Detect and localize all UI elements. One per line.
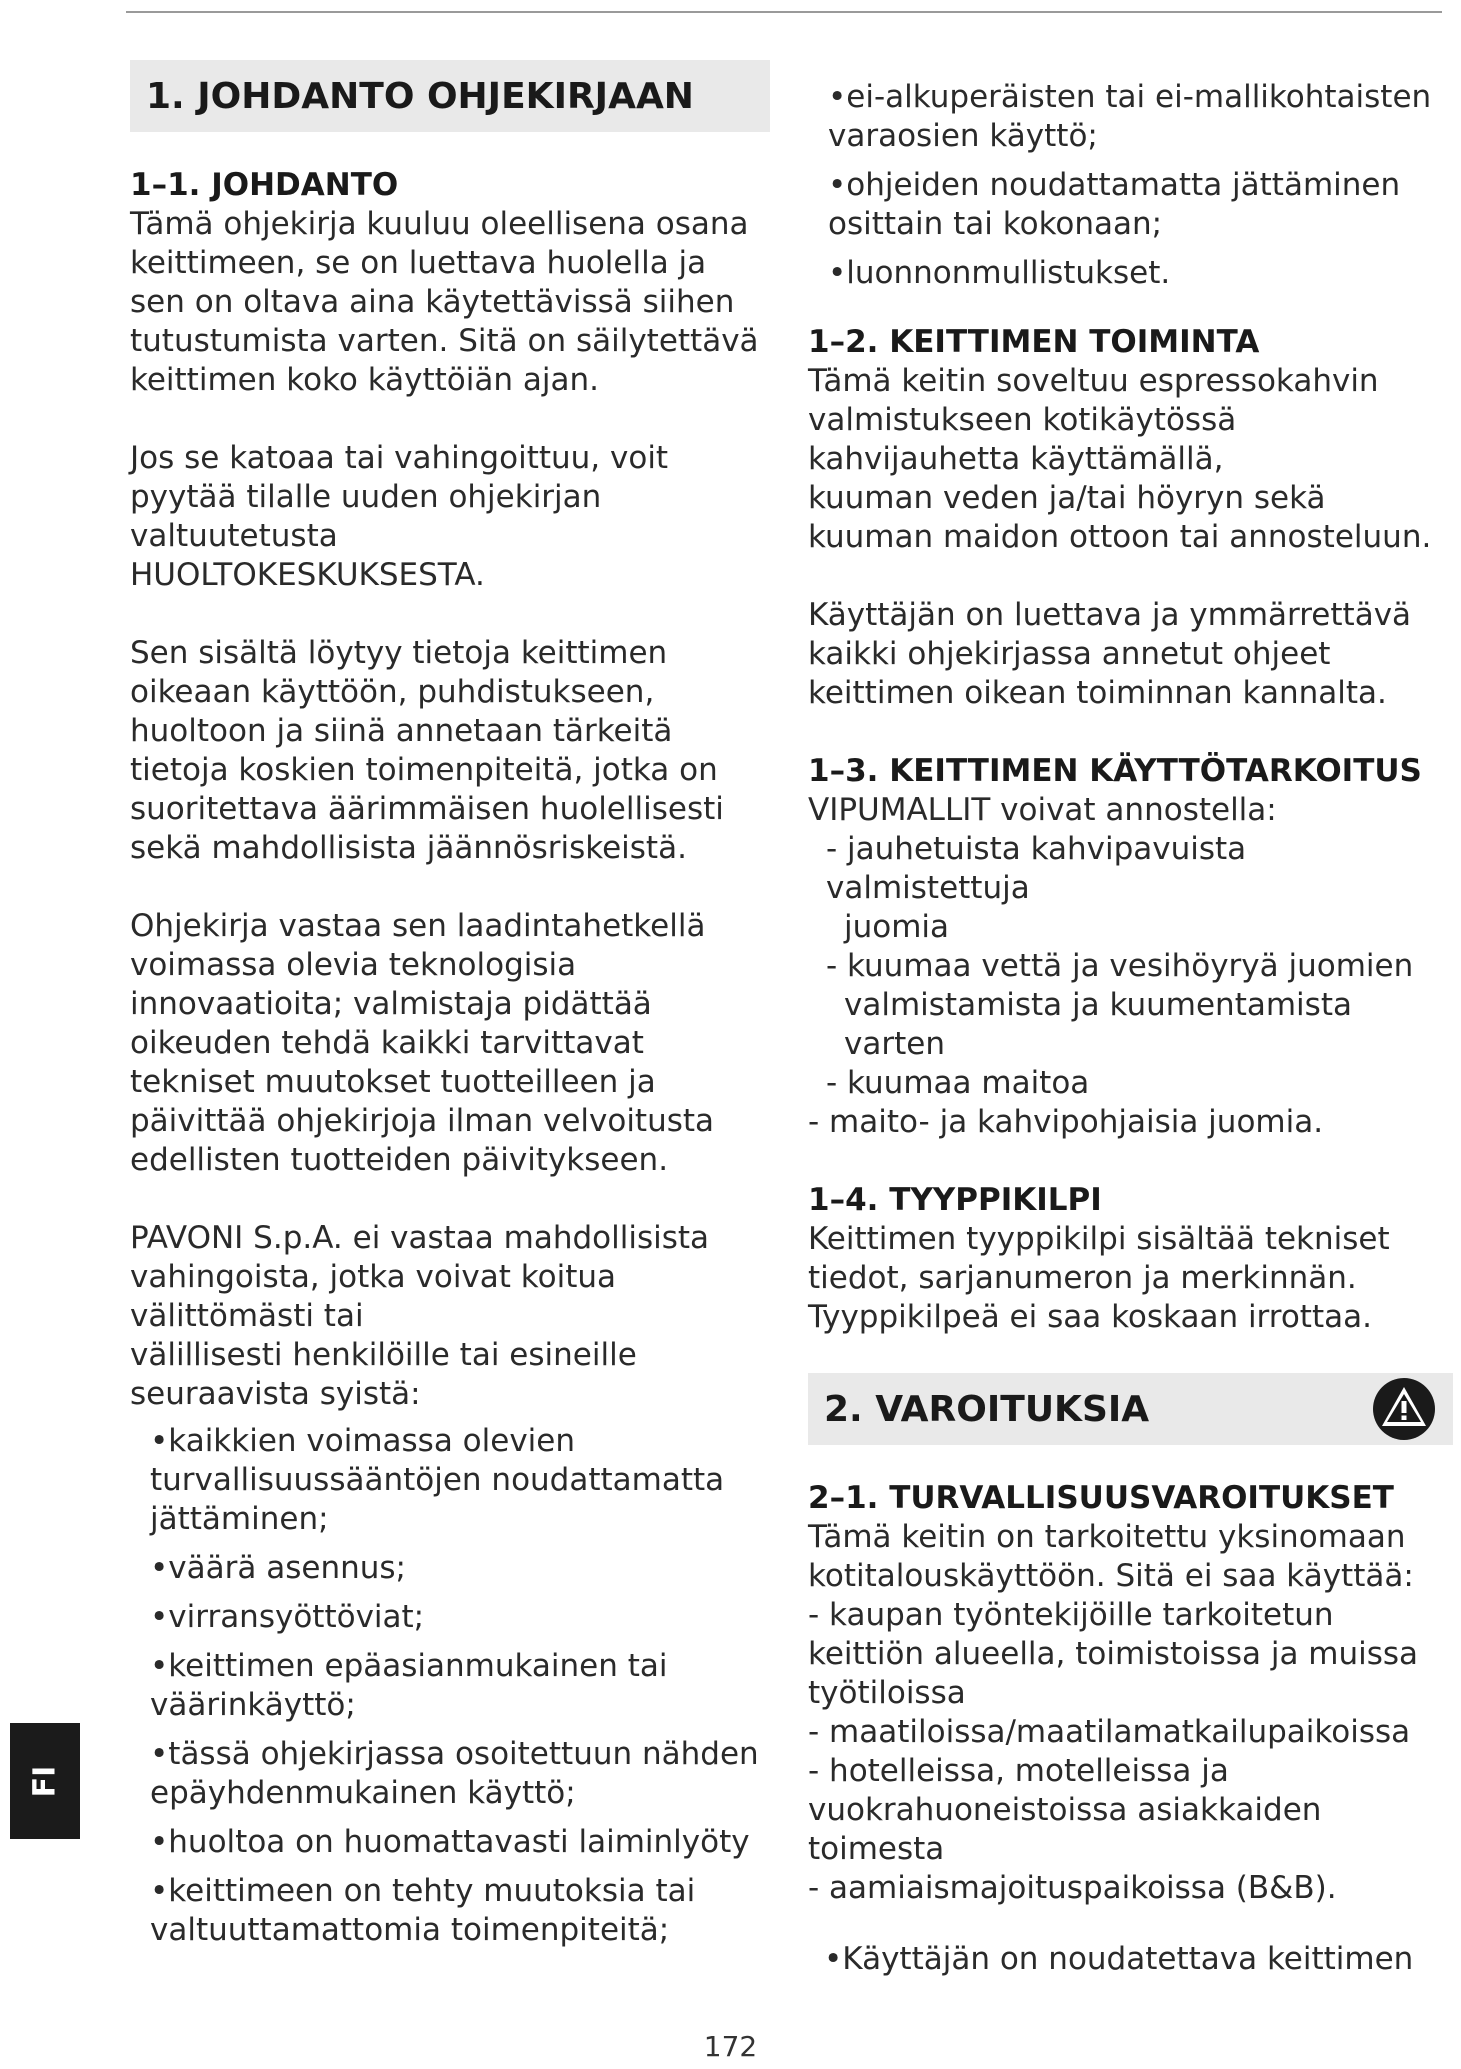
list-item — [808, 830, 1453, 947]
text-line: •väärä asennus; — [150, 1550, 406, 1586]
subheading-intended-use: 1–3. KEITTIMEN KÄYTTÖTARKOITUS — [808, 753, 1422, 789]
text-line: keittimen koko käyttöiän ajan. — [130, 362, 599, 398]
text-line: kuuman maidon ottoon tai annosteluun. — [808, 519, 1432, 555]
text-line: oikeaan käyttöön, puhdistukseen, — [130, 674, 655, 710]
text-line: jättäminen; — [150, 1501, 329, 1537]
text-line: työtiloissa — [808, 1675, 966, 1711]
text-line: väärinkäyttö; — [150, 1687, 356, 1723]
language-label: FI — [27, 1765, 63, 1797]
text-line: •keittimen epäasianmukainen tai — [150, 1648, 668, 1684]
paragraph-safety — [808, 1518, 1453, 1908]
paragraph-user-must-read — [808, 596, 1453, 713]
text-line: - kuumaa vettä ja vesihöyryä juomien — [826, 948, 1414, 984]
paragraph-type-plate — [808, 1220, 1453, 1337]
warning-icon — [1371, 1376, 1437, 1442]
text-line: voimassa olevia teknologisia — [130, 947, 577, 983]
text-line: kuuman veden ja/tai höyryn sekä — [808, 480, 1326, 516]
text-line: Käyttäjän on luettava ja ymmärrettävä — [808, 597, 1412, 633]
paragraph-technology — [130, 907, 770, 1180]
list-item: •Käyttäjän on noudatettava keittimen — [824, 1941, 1414, 1977]
text-line: Tämä keitin on tarkoitettu yksinomaan — [808, 1519, 1406, 1555]
language-tab — [10, 1723, 80, 1839]
list-item — [808, 254, 1453, 293]
text-line: tiedot, sarjanumeron ja merkinnän. — [808, 1260, 1357, 1296]
list-item — [130, 1872, 770, 1950]
text-line: - kaupan työntekijöille tarkoitetun — [808, 1597, 1334, 1633]
text-line: •huoltoa on huomattavasti laiminlyöty — [150, 1824, 750, 1860]
text-line: kotitalouskäyttöön. Sitä ei saa käyttää: — [808, 1558, 1414, 1594]
text-line: sekä mahdollisista jäännösriskeistä. — [130, 830, 687, 866]
text-line: valtuuttamattomia toimenpiteitä; — [150, 1912, 670, 1948]
text-line: välillisesti henkilöille tai esineille — [130, 1337, 637, 1373]
section-title: 2. VAROITUKSIA — [824, 1388, 1150, 1430]
text-line: keittimeen, se on luettava huolella ja — [130, 245, 707, 281]
text-line: kaikki ohjekirjassa annetut ohjeet — [808, 636, 1331, 672]
text-line: pyytää tilalle uuden ohjekirjan — [130, 479, 602, 515]
intended-use-intro: VIPUMALLIT voivat annostella: — [808, 792, 1277, 828]
text-line: •ei-alkuperäisten tai ei-mallikohtaisten — [828, 79, 1432, 115]
text-line: epäyhdenmukainen käyttö; — [150, 1775, 576, 1811]
text-line: tekniset muutokset tuotteilleen ja — [130, 1064, 656, 1100]
liability-reasons-list — [130, 1422, 770, 1950]
section-header-intro — [130, 60, 770, 132]
list-item — [130, 1422, 770, 1539]
text-line: Ohjekirja vastaa sen laadintahetkellä — [130, 908, 706, 944]
liability-reasons-list-continued — [808, 78, 1453, 293]
text-line: valmistukseen kotikäytössä — [808, 402, 1237, 438]
text-line: •tässä ohjekirjassa osoitettuun nähden — [150, 1736, 759, 1772]
text-line: •keittimeen on tehty muutoksia tai — [150, 1873, 696, 1909]
list-item — [808, 78, 1453, 156]
text-line: - hotelleissa, motelleissa ja — [808, 1753, 1229, 1789]
subheading-type-plate: 1–4. TYYPPIKILPI — [808, 1182, 1102, 1218]
subheading-safety-warnings: 2–1. TURVALLISUUSVAROITUKSET — [808, 1480, 1394, 1516]
text-line: turvallisuussääntöjen noudattamatta — [150, 1462, 725, 1498]
text-line: tietoja koskien toimenpiteitä, jotka on — [130, 752, 718, 788]
page-number: 172 — [703, 2030, 758, 2063]
text-line: - jauhetuista kahvipavuista valmistettuja — [826, 831, 1247, 906]
text-line: seuraavista syistä: — [130, 1376, 421, 1412]
list-item — [808, 947, 1453, 1064]
text-line: huoltoon ja siinä annetaan tärkeitä — [130, 713, 673, 749]
text-line: keittiön alueella, toimistoissa ja muissa — [808, 1636, 1419, 1672]
text-line: •kaikkien voimassa olevien — [150, 1423, 575, 1459]
subheading-introduction: 1–1. JOHDANTO — [130, 167, 399, 203]
paragraph-manual-part — [130, 205, 770, 400]
text-line: päivittää ohjekirjoja ilman velvoitusta — [130, 1103, 715, 1139]
text-line: toimesta — [808, 1831, 945, 1867]
text-line: Tämä ohjekirja kuuluu oleellisena osana — [130, 206, 749, 242]
text-line: valtuutetusta — [130, 518, 338, 554]
list-item — [130, 1823, 770, 1862]
list-item — [130, 1549, 770, 1588]
text-line: Keittimen tyyppikilpi sisältää tekniset — [808, 1221, 1390, 1257]
text-line: valmistamista ja kuumentamista — [844, 987, 1352, 1023]
text-line: sen on oltava aina käytettävissä siihen — [130, 284, 735, 320]
text-line: keittimen oikean toiminnan kannalta. — [808, 675, 1387, 711]
section-title: 1. JOHDANTO OHJEKIRJAAN — [146, 75, 694, 117]
list-item — [130, 1647, 770, 1725]
text-line: - kuumaa maitoa — [826, 1065, 1090, 1101]
text-line: •ohjeiden noudattamatta jättäminen — [828, 167, 1401, 203]
text-line: - aamiaismajoituspaikoissa (B&B). — [808, 1870, 1337, 1906]
text-line: Tämä keitin soveltuu espressokahvin — [808, 363, 1379, 399]
text-line: edellisten tuotteiden päivitykseen. — [130, 1142, 669, 1178]
subheading-operation: 1–2. KEITTIMEN TOIMINTA — [808, 324, 1260, 360]
list-item: - maito- ja kahvipohjaisia juomia. — [808, 1104, 1324, 1140]
text-line: - maatiloissa/maatilamatkailupaikoissa — [808, 1714, 1411, 1750]
paragraph-lost-manual — [130, 439, 770, 595]
list-item — [130, 1735, 770, 1813]
text-line: •virransyöttöviat; — [150, 1599, 425, 1635]
paragraph-operation — [808, 362, 1453, 557]
top-rule — [126, 11, 1442, 13]
list-item — [808, 166, 1453, 244]
text-line: Jos se katoaa tai vahingoittuu, voit — [130, 440, 669, 476]
text-line: PAVONI S.p.A. ei vastaa mahdollisista — [130, 1220, 710, 1256]
text-line: HUOLTOKESKUKSESTA. — [130, 557, 485, 593]
list-item — [808, 1064, 1453, 1103]
text-line: tutustumista varten. Sitä on säilytettävä — [130, 323, 759, 359]
text-line: välittömästi tai — [130, 1298, 364, 1334]
section-header-warnings — [808, 1373, 1453, 1445]
paragraph-liability — [130, 1219, 770, 1414]
text-line: varaosien käyttö; — [828, 118, 1098, 154]
text-line: vahingoista, jotka voivat koitua — [130, 1259, 617, 1295]
text-line: Sen sisältä löytyy tietoja keittimen — [130, 635, 668, 671]
text-line: oikeuden tehdä kaikki tarvittavat — [130, 1025, 644, 1061]
text-line: juomia — [844, 909, 950, 945]
text-line: suoritettava äärimmäisen huolellisesti — [130, 791, 724, 827]
text-line: varten — [844, 1026, 945, 1062]
list-item — [130, 1598, 770, 1637]
right-column — [808, 78, 1453, 1979]
text-line: Tyyppikilpeä ei saa koskaan irrottaa. — [808, 1299, 1372, 1335]
text-line: osittain tai kokonaan; — [828, 206, 1163, 242]
text-line: vuokrahuoneistoissa asiakkaiden — [808, 1792, 1322, 1828]
text-line: kahvijauhetta käyttämällä, — [808, 441, 1224, 477]
paragraph-contents — [130, 634, 770, 868]
text-line: innovaatioita; valmistaja pidättää — [130, 986, 652, 1022]
left-column — [130, 60, 770, 1960]
text-line: •luonnonmullistukset. — [828, 255, 1171, 291]
